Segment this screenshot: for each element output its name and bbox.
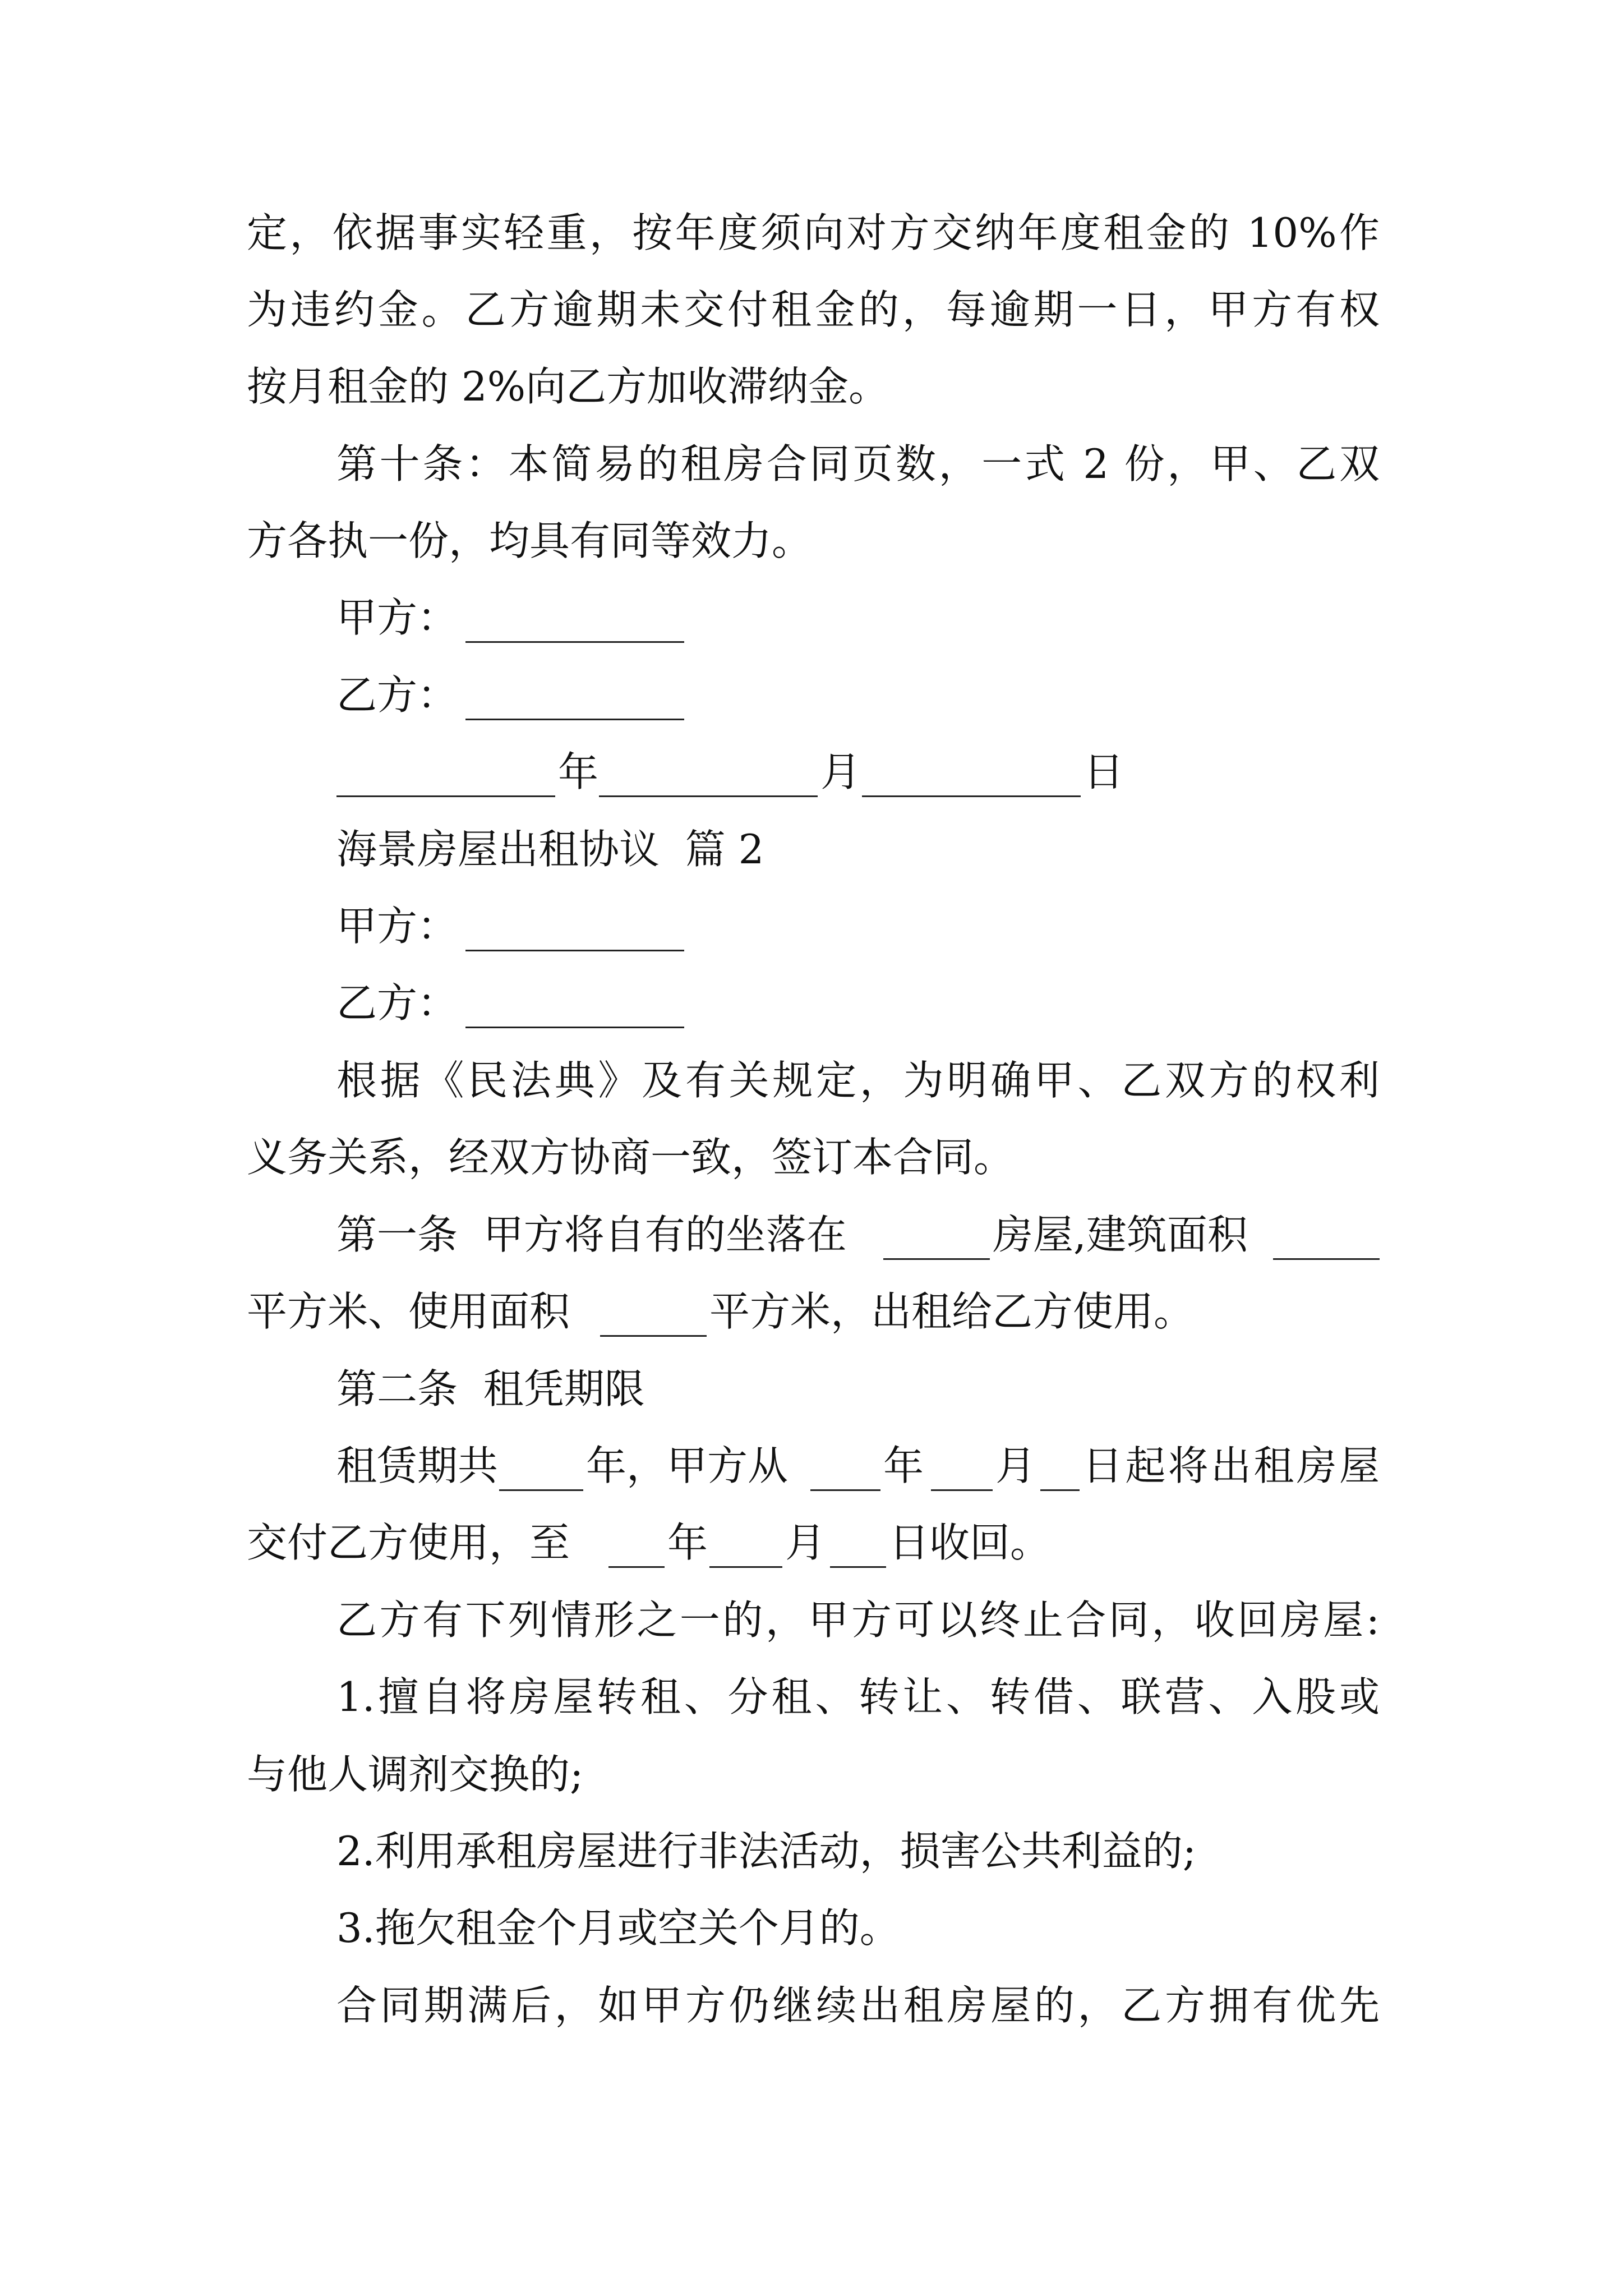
list-item: 3.拖欠租金个月或空关个月的。 (336, 1904, 900, 1952)
article-10-line: 方各执一份，均具有同等效力。 (247, 517, 813, 564)
signature-party-a-label: 甲方： (336, 903, 458, 950)
start-day-blank (1040, 1447, 1080, 1491)
usable-area-blank (600, 1292, 707, 1337)
paragraph-line: 为违约金。乙方逾期未交付租金的，每逾期一日，甲方有权 (247, 286, 1380, 333)
date-month-label: 月 (820, 748, 861, 795)
signature-party-b-blank (465, 676, 684, 720)
start-year-blank (810, 1447, 880, 1491)
start-month-blank (931, 1447, 993, 1491)
article-1-text: 第一条 甲方将自有的坐落在 (336, 1211, 847, 1258)
signature-party-b-blank (465, 984, 684, 1028)
article-1-text: 房屋,建筑面积 (993, 1211, 1248, 1258)
signature-party-b-label: 乙方： (336, 671, 458, 719)
list-item: 1.擅自将房屋转租、分租、转让、转借、联营、入股或 (336, 1673, 1380, 1720)
paragraph-line: 定，依据事实轻重，按年度须向对方交纳年度租金的 10%作 (247, 209, 1380, 256)
list-item: 与他人调剂交换的; (247, 1751, 584, 1798)
signature-party-b-label: 乙方： (336, 979, 458, 1027)
intro-line: 义务关系，经双方协商一致，签订本合同。 (247, 1134, 1015, 1181)
date-day-blank (862, 753, 1081, 797)
term-text: 月 (785, 1519, 826, 1566)
date-year-label: 年 (558, 748, 599, 795)
date-year-blank (336, 753, 555, 797)
signature-party-a-blank (465, 599, 684, 643)
term-text: 月 (995, 1442, 1036, 1489)
paragraph-line: 按月租金的 2%向乙方加收滞纳金。 (247, 363, 889, 410)
termination-intro: 乙方有下列情形之一的，甲方可以终止合同，收回房屋: (336, 1596, 1380, 1644)
location-blank (883, 1216, 990, 1260)
article-1-text: 平方米，出租给乙方使用。 (709, 1288, 1195, 1335)
article-2-title: 第二条 租凭期限 (336, 1365, 645, 1412)
end-day-blank (830, 1524, 886, 1568)
expiry-line: 合同期满后，如甲方仍继续出租房屋的，乙方拥有优先 (336, 1982, 1380, 2029)
list-item: 2.利用承租房屋进行非法活动，损害公共利益的; (336, 1828, 1196, 1875)
term-text: 交付乙方使用，至 (247, 1519, 570, 1566)
end-year-blank (608, 1524, 665, 1568)
term-text: 日起将出租房屋 (1082, 1442, 1380, 1489)
intro-line: 根据《民法典》及有关规定，为明确甲、乙双方的权利 (336, 1057, 1380, 1104)
term-text: 年 (667, 1519, 708, 1566)
signature-party-a-label: 甲方： (336, 594, 458, 641)
section-title: 海景房屋出租协议 篇 2 (336, 826, 764, 873)
term-text: 日收回。 (889, 1519, 1051, 1566)
date-day-label: 日 (1083, 748, 1124, 795)
signature-party-a-blank (465, 907, 684, 951)
end-month-blank (709, 1524, 782, 1568)
term-years-blank (499, 1447, 583, 1491)
article-10-line: 第十条：本简易的租房合同页数，一式 2 份，甲、乙双 (336, 440, 1380, 487)
term-text: 年 (883, 1442, 924, 1489)
building-area-blank (1273, 1216, 1380, 1260)
term-text: 年，甲方从 (586, 1442, 789, 1489)
term-text: 租赁期共 (336, 1442, 499, 1489)
article-1-text: 平方米、使用面积 (247, 1288, 570, 1335)
date-month-blank (599, 753, 818, 797)
